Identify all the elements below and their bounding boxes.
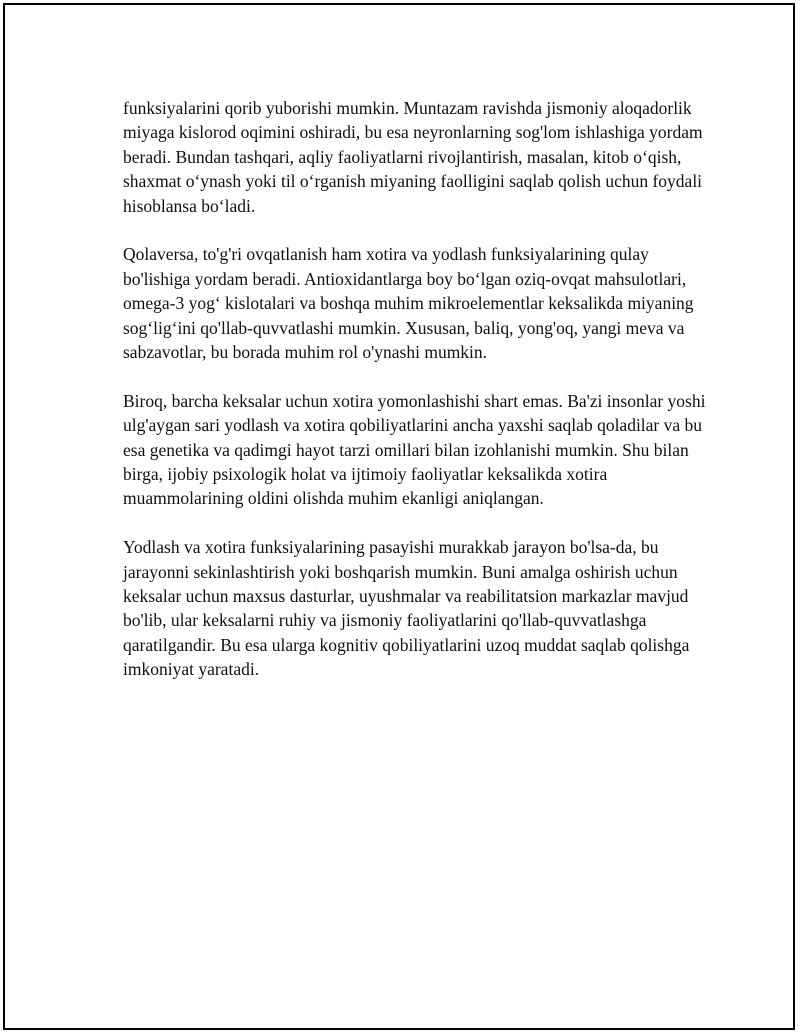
paragraph-1: funksiyalarini qorib yuborishi mumkin. Muntazam ravishda jismoniy aloqadorlik miyaga kislorod oqimini oshiradi, bu esa neyronlarning sog'lom ishlashiga yordam beradi. Bundan tashqari, aqliy faoliyatlarni rivojlantirish, masalan, kitob o‘qish, shaxmat o‘ynash yoki til o‘rganish miyaning faolligini saqlab qolish uchun foydali hisoblansa bo‘ladi. [123, 98, 703, 216]
paragraph-2: Qolaversa, to'g'ri ovqatlanish ham xotira va yodlash funksiyalarining qulay bo'lishiga yordam beradi. Antioxidantlarga boy bo‘lgan oziq-ovqat mahsulotlari, omega-3 yog‘ kislotalari va boshqa muhim mikroelementlar keksalikda miyaning sog‘lig‘ini qo'llab-quvvatlashi mumkin. Xususan, baliq, yong'oq, yangi meva va sabzavotlar, bu borada muhim rol o'ynashi mumkin. [123, 244, 694, 363]
page-frame [3, 3, 795, 1030]
paragraph-3: Biroq, barcha keksalar uchun xotira yomonlashishi shart emas. Ba'zi insonlar yoshi ulg'aygan sari yodlash va xotira qobiliyatlarini ancha yaxshi saqlab qoladilar va bu esa genetika va qadimgi hayot tarzi omillari bilan izohlanishi mumkin. Shu bilan birga, ijobiy psixologik holat va ijtimoiy faoliyatlar keksalikda xotira muammolarining oldini olishda muhim ekanligi aniqlangan. [123, 390, 706, 509]
paragraph-4: Yodlash va xotira funksiyalarining pasayishi murakkab jarayon bo'lsa-da, bu jarayonni sekinlashtirish yoki boshqarish mumkin. Buni amalga oshirish uchun keksalar uchun maxsus dasturlar, uyushmalar va reabilitatsion markazlar mavjud bo'lib, ular keksalarni ruhiy va jismoniy faoliyatlarini qo'llab-quvvatlashga qaratilgandir. Bu esa ularga kognitiv qobiliyatlarini uzoq muddat saqlab qolishga imkoniyat yaratadi. [123, 537, 690, 680]
document-body [123, 96, 713, 706]
